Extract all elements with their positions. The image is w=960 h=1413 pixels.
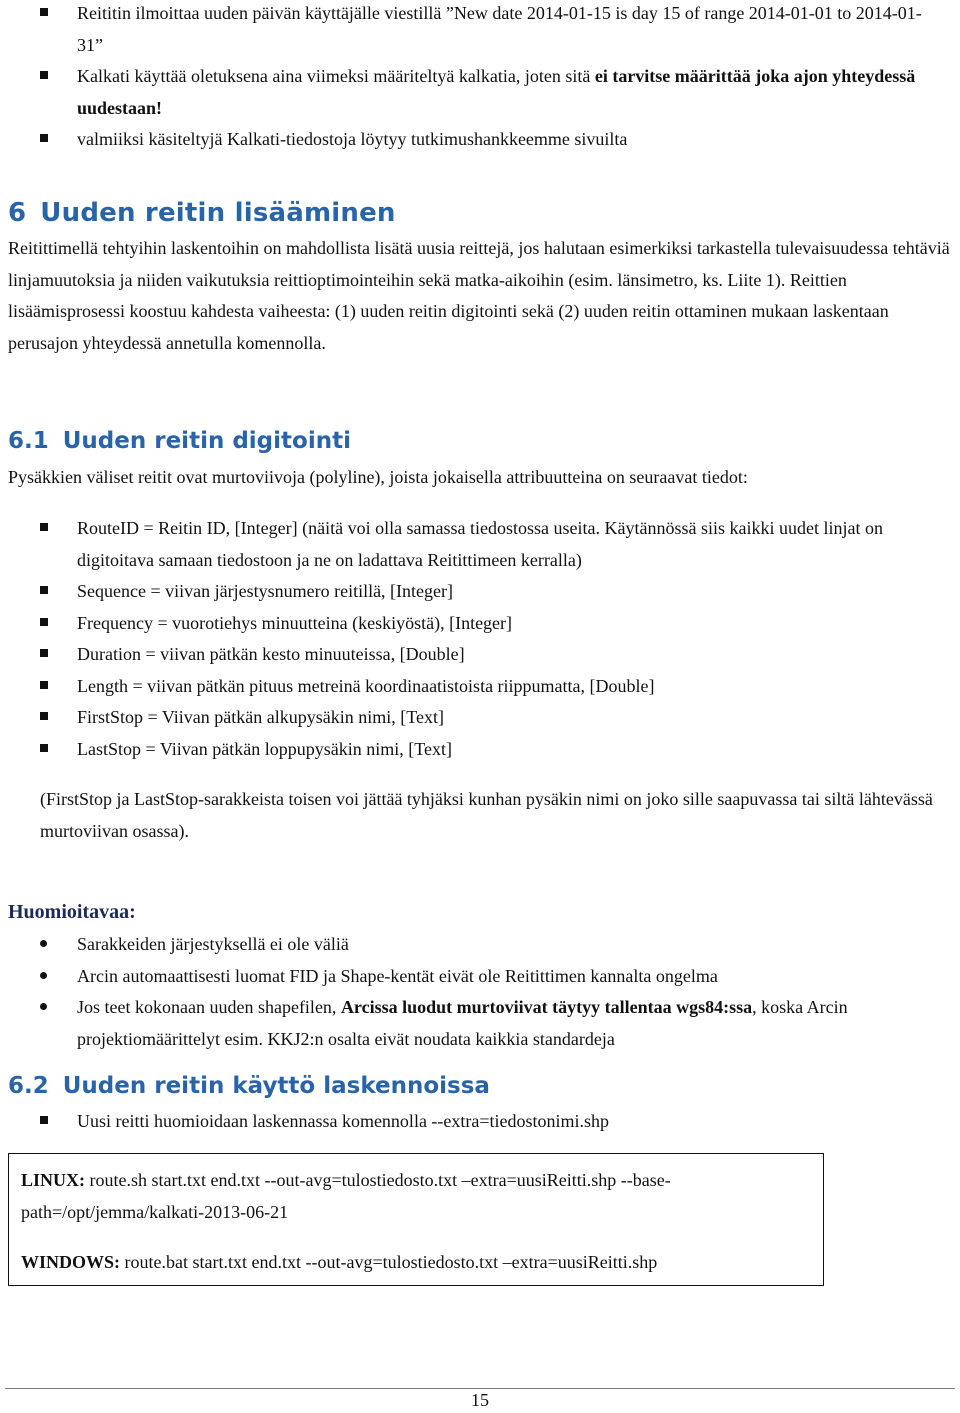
subsection-heading	[8, 428, 351, 454]
list-item: Uusi reitti huomioidaan laskennassa komennolla --extra=tiedostonimi.shp	[38, 1106, 938, 1138]
square-bullet-icon	[40, 618, 48, 626]
notes-list	[38, 929, 938, 1055]
linux-command: LINUX: route.sh start.txt end.txt --out-avg=tulostiedosto.txt –extra=uusiReitti.shp --base-	[21, 1170, 671, 1190]
square-bullet-icon	[40, 1116, 48, 1124]
square-bullet-icon	[40, 586, 48, 594]
square-bullet-icon	[40, 649, 48, 657]
footer-divider	[5, 1388, 955, 1389]
subsection-number: 6.1	[8, 428, 49, 454]
section-title: Uuden reitin lisääminen	[40, 198, 396, 228]
list-item: FirstStop = Viivan pätkän alkupysäkin nimi, [Text]	[38, 702, 938, 734]
square-bullet-icon	[40, 681, 48, 689]
linux-command-continued: path=/opt/jemma/kalkati-2013-06-21	[21, 1202, 289, 1222]
square-bullet-icon	[40, 744, 48, 752]
attribute-list	[38, 513, 938, 765]
attribute-note-paragraph: (FirstStop ja LastStop-sarakkeista toisen voi jättää tyhjäksi kunhan pysäkin nimi on joko sille saapuvassa tai siltä lähtevässä murtoviivan osassa).	[40, 789, 933, 841]
list-item: Arcin automaattisesti luomat FID ja Shape-kentät eivät ole Reitittimen kannalta ongelma	[38, 961, 938, 993]
linux-label: LINUX:	[21, 1170, 86, 1190]
usage-list	[38, 1106, 938, 1138]
list-item: Sarakkeiden järjestyksellä ei ole väliä	[38, 929, 938, 961]
subsection-heading	[8, 1073, 490, 1099]
list-item: Sequence = viivan järjestysnumero reitillä, [Integer]	[38, 576, 938, 608]
round-bullet-icon	[40, 972, 47, 979]
section-heading	[8, 198, 396, 228]
square-bullet-icon	[40, 523, 48, 531]
subsection-title: Uuden reitin käyttö laskennoissa	[62, 1073, 490, 1099]
list-item: LastStop = Viivan pätkän loppupysäkin nimi, [Text]	[38, 734, 938, 766]
page-number: 15	[471, 1390, 489, 1410]
section-paragraph: Reitittimellä tehtyihin laskentoihin on mahdollista lisätä uusia reittejä, jos halutaan esimerkiksi tarkastella tulevaisuudessa tehtäviä linjamuutoksia ja niiden vaikutuksia reittioptimointeihin sekä matka-aikoihin (esim. länsimetro, ks. Liite 1). Reittien lisäämisprosessi koostuu kahdesta vaiheesta: (1) uuden reitin digitointi sekä (2) uuden reitin ottaminen mukaan laskentaan perusajon yhteydessä annetulla komennolla.	[8, 238, 950, 353]
square-bullet-icon	[40, 134, 48, 142]
windows-command: WINDOWS: route.bat start.txt end.txt --out-avg=tulostiedosto.txt –extra=uusiReitti.shp	[21, 1252, 658, 1272]
subsection-number: 6.2	[8, 1073, 49, 1099]
list-item: Reititin ilmoittaa uuden päivän käyttäjälle viestillä ”New date 2014-01-15 is day 15 of range 2014-01-01 to 2014-01-31”	[38, 0, 938, 61]
list-item: Kalkati käyttää oletuksena aina viimeksi määriteltyä kalkatia, joten sitä ei tarvitse määrittää joka ajon yhteydessä uudestaan!	[38, 61, 938, 124]
top-bullet-list	[38, 0, 938, 156]
list-item: valmiiksi käsiteltyjä Kalkati-tiedostoja löytyy tutkimushankkeemme sivuilta	[38, 124, 938, 156]
round-bullet-icon	[40, 1003, 47, 1010]
subsection-intro: Pysäkkien väliset reitit ovat murtoviivoja (polyline), joista jokaisella attribuutteina on seuraavat tiedot:	[8, 467, 748, 487]
round-bullet-icon	[40, 940, 47, 947]
square-bullet-icon	[40, 712, 48, 720]
list-item: Frequency = vuorotiehys minuutteina (keskiyöstä), [Integer]	[38, 608, 938, 640]
list-item: RouteID = Reitin ID, [Integer] (näitä voi olla samassa tiedostossa useita. Käytännössä siis kaikki uudet linjat on digitoitava samaan tiedostoon ja ne on ladattava Reitittimeen kerralla)	[38, 513, 938, 576]
subsection-title: Uuden reitin digitointi	[62, 428, 351, 454]
section-number: 6	[8, 198, 27, 228]
notes-heading: Huomioitavaa:	[8, 901, 136, 923]
square-bullet-icon	[40, 8, 48, 16]
windows-label: WINDOWS:	[21, 1252, 121, 1272]
list-item: Duration = viivan pätkän kesto minuuteissa, [Double]	[38, 639, 938, 671]
list-item: Jos teet kokonaan uuden shapefilen, Arcissa luodut murtoviivat täytyy tallentaa wgs84:ssa, koska Arcin projektiomäärittelyt esim. KKJ2:n osalta eivät noudata kaikkia standardeja	[38, 992, 938, 1055]
command-box	[8, 1153, 824, 1286]
list-item: Length = viivan pätkän pituus metreinä koordinaatistoista riippumatta, [Double]	[38, 671, 938, 703]
square-bullet-icon	[40, 71, 48, 79]
